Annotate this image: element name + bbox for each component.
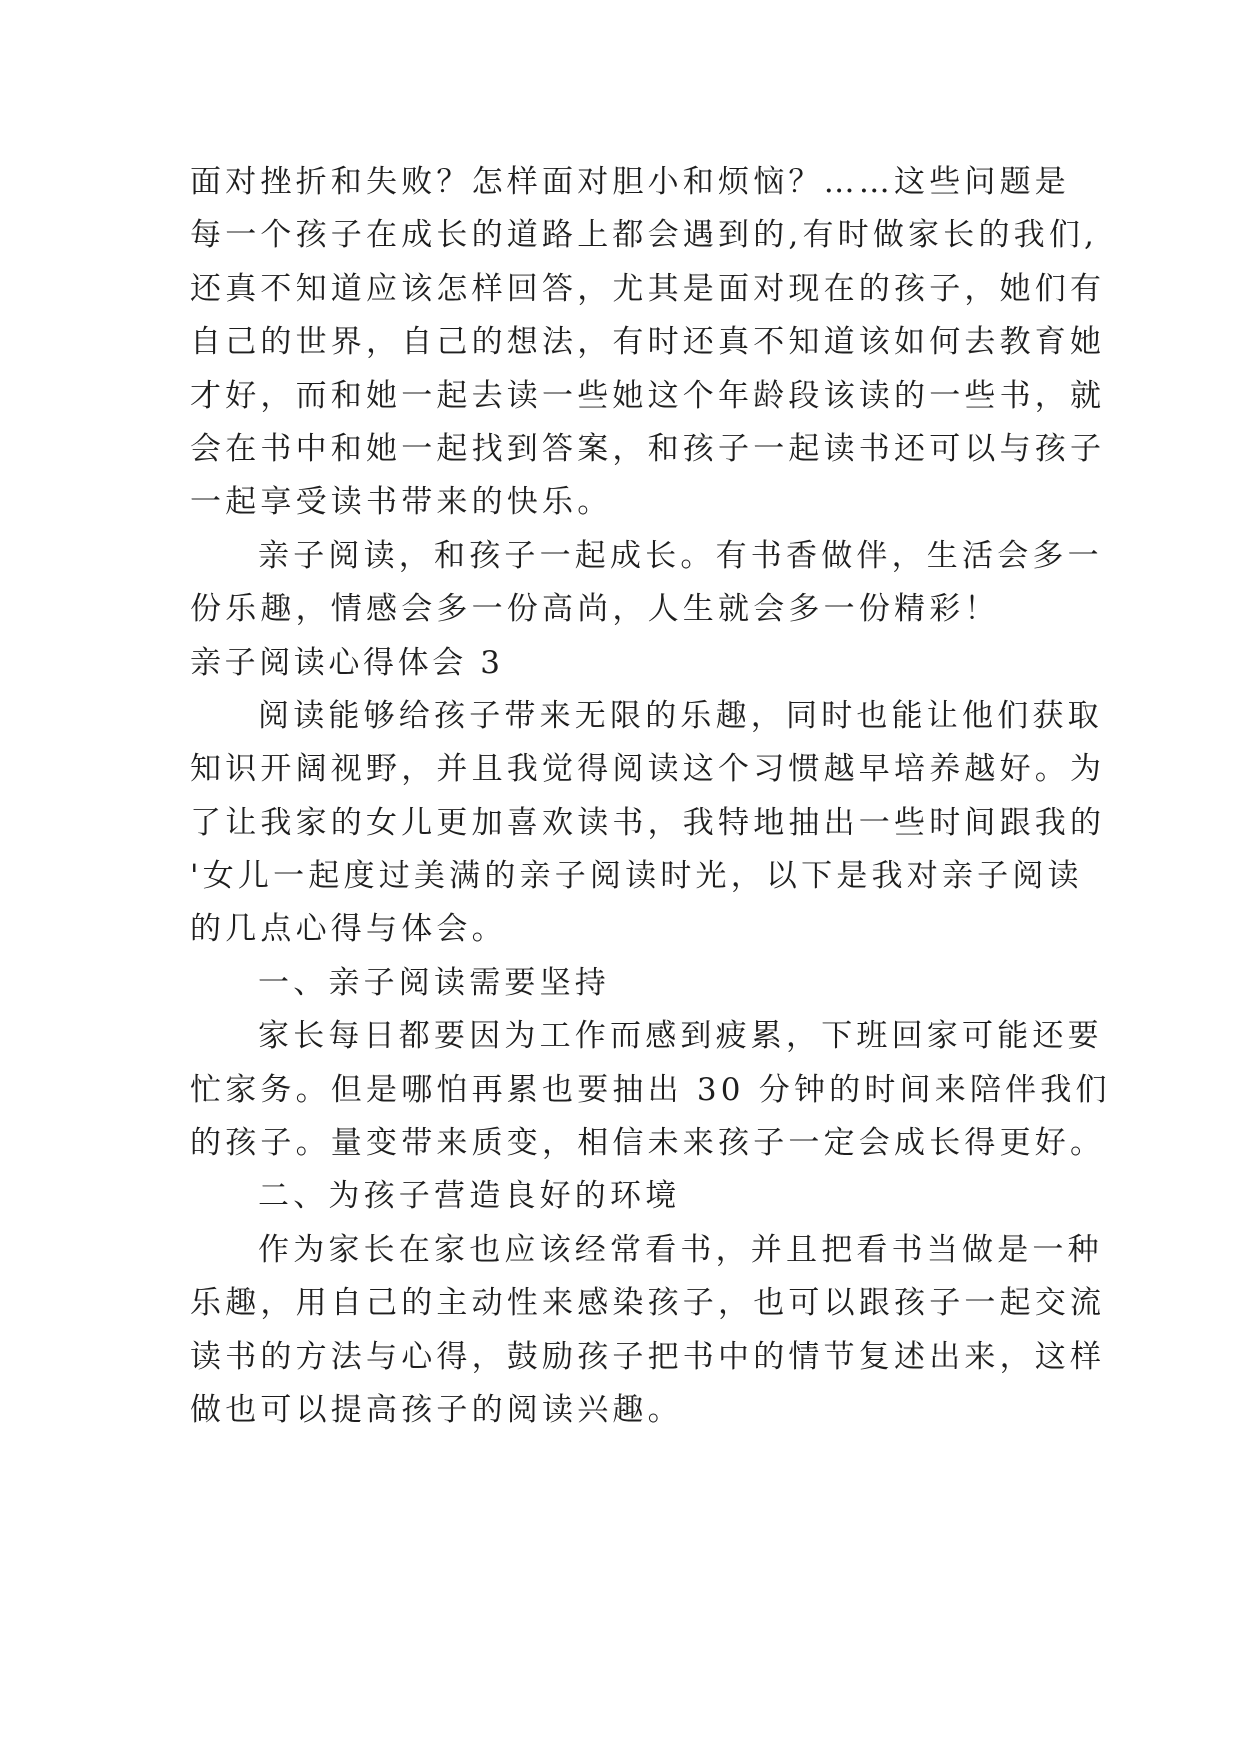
text-line: 忙家务。但是哪怕再累也要抽出 30 分钟的时间来陪伴我们: [190, 1071, 1111, 1108]
text-line: 作为家长在家也应该经常看书，并且把看书当做是一种: [258, 1231, 1103, 1268]
text-line: 份乐趣，情感会多一份高尚，人生就会多一份精彩！: [190, 591, 1000, 628]
text-line: 了让我家的女儿更加喜欢读书，我特地抽出一些时间跟我的: [190, 804, 1106, 841]
text-line: 一、亲子阅读需要坚持: [258, 964, 610, 1001]
text-line: 做也可以提高孩子的阅读兴趣。: [190, 1391, 683, 1428]
text-line: 阅读能够给孩子带来无限的乐趣，同时也能让他们获取: [258, 697, 1103, 734]
text-line: 读书的方法与心得，鼓励孩子把书中的情节复述出来，这样: [190, 1338, 1106, 1375]
text-line: '女儿一起度过美满的亲子阅读时光，以下是我对亲子阅读: [190, 858, 1083, 895]
text-line: 的孩子。量变带来质变，相信未来孩子一定会成长得更好。: [190, 1125, 1106, 1162]
text-line: 知识开阔视野，并且我觉得阅读这个习惯越早培养越好。为: [190, 751, 1106, 788]
text-line: 家长每日都要因为工作而感到疲累，下班回家可能还要: [258, 1018, 1103, 1055]
text-line: 二、为孩子营造良好的环境: [258, 1178, 681, 1215]
text-line: 还真不知道应该怎样回答，尤其是面对现在的孩子，她们有: [190, 270, 1106, 307]
text-line: 每一个孩子在成长的道路上都会遇到的,有时做家长的我们,: [190, 217, 1099, 254]
text-line: 会在书中和她一起找到答案，和孩子一起读书还可以与孩子: [190, 430, 1106, 467]
text-line: 乐趣，用自己的主动性来感染孩子，也可以跟孩子一起交流: [190, 1285, 1106, 1322]
text-line: 才好，而和她一起去读一些她这个年龄段该读的一些书，就: [190, 377, 1106, 414]
section-heading: 亲子阅读心得体会 3: [190, 644, 504, 681]
text-line: 一起享受读书带来的快乐。: [190, 484, 613, 521]
text-line: 自己的世界，自己的想法，有时还真不知道该如何去教育她: [190, 324, 1106, 361]
document-body: [190, 156, 1111, 1437]
text-line: 亲子阅读，和孩子一起成长。有书香做伴，生活会多一: [258, 537, 1103, 574]
text-line: 面对挫折和失败？怎样面对胆小和烦恼？……这些问题是: [190, 164, 1070, 200]
text-line: 的几点心得与体会。: [190, 911, 507, 948]
